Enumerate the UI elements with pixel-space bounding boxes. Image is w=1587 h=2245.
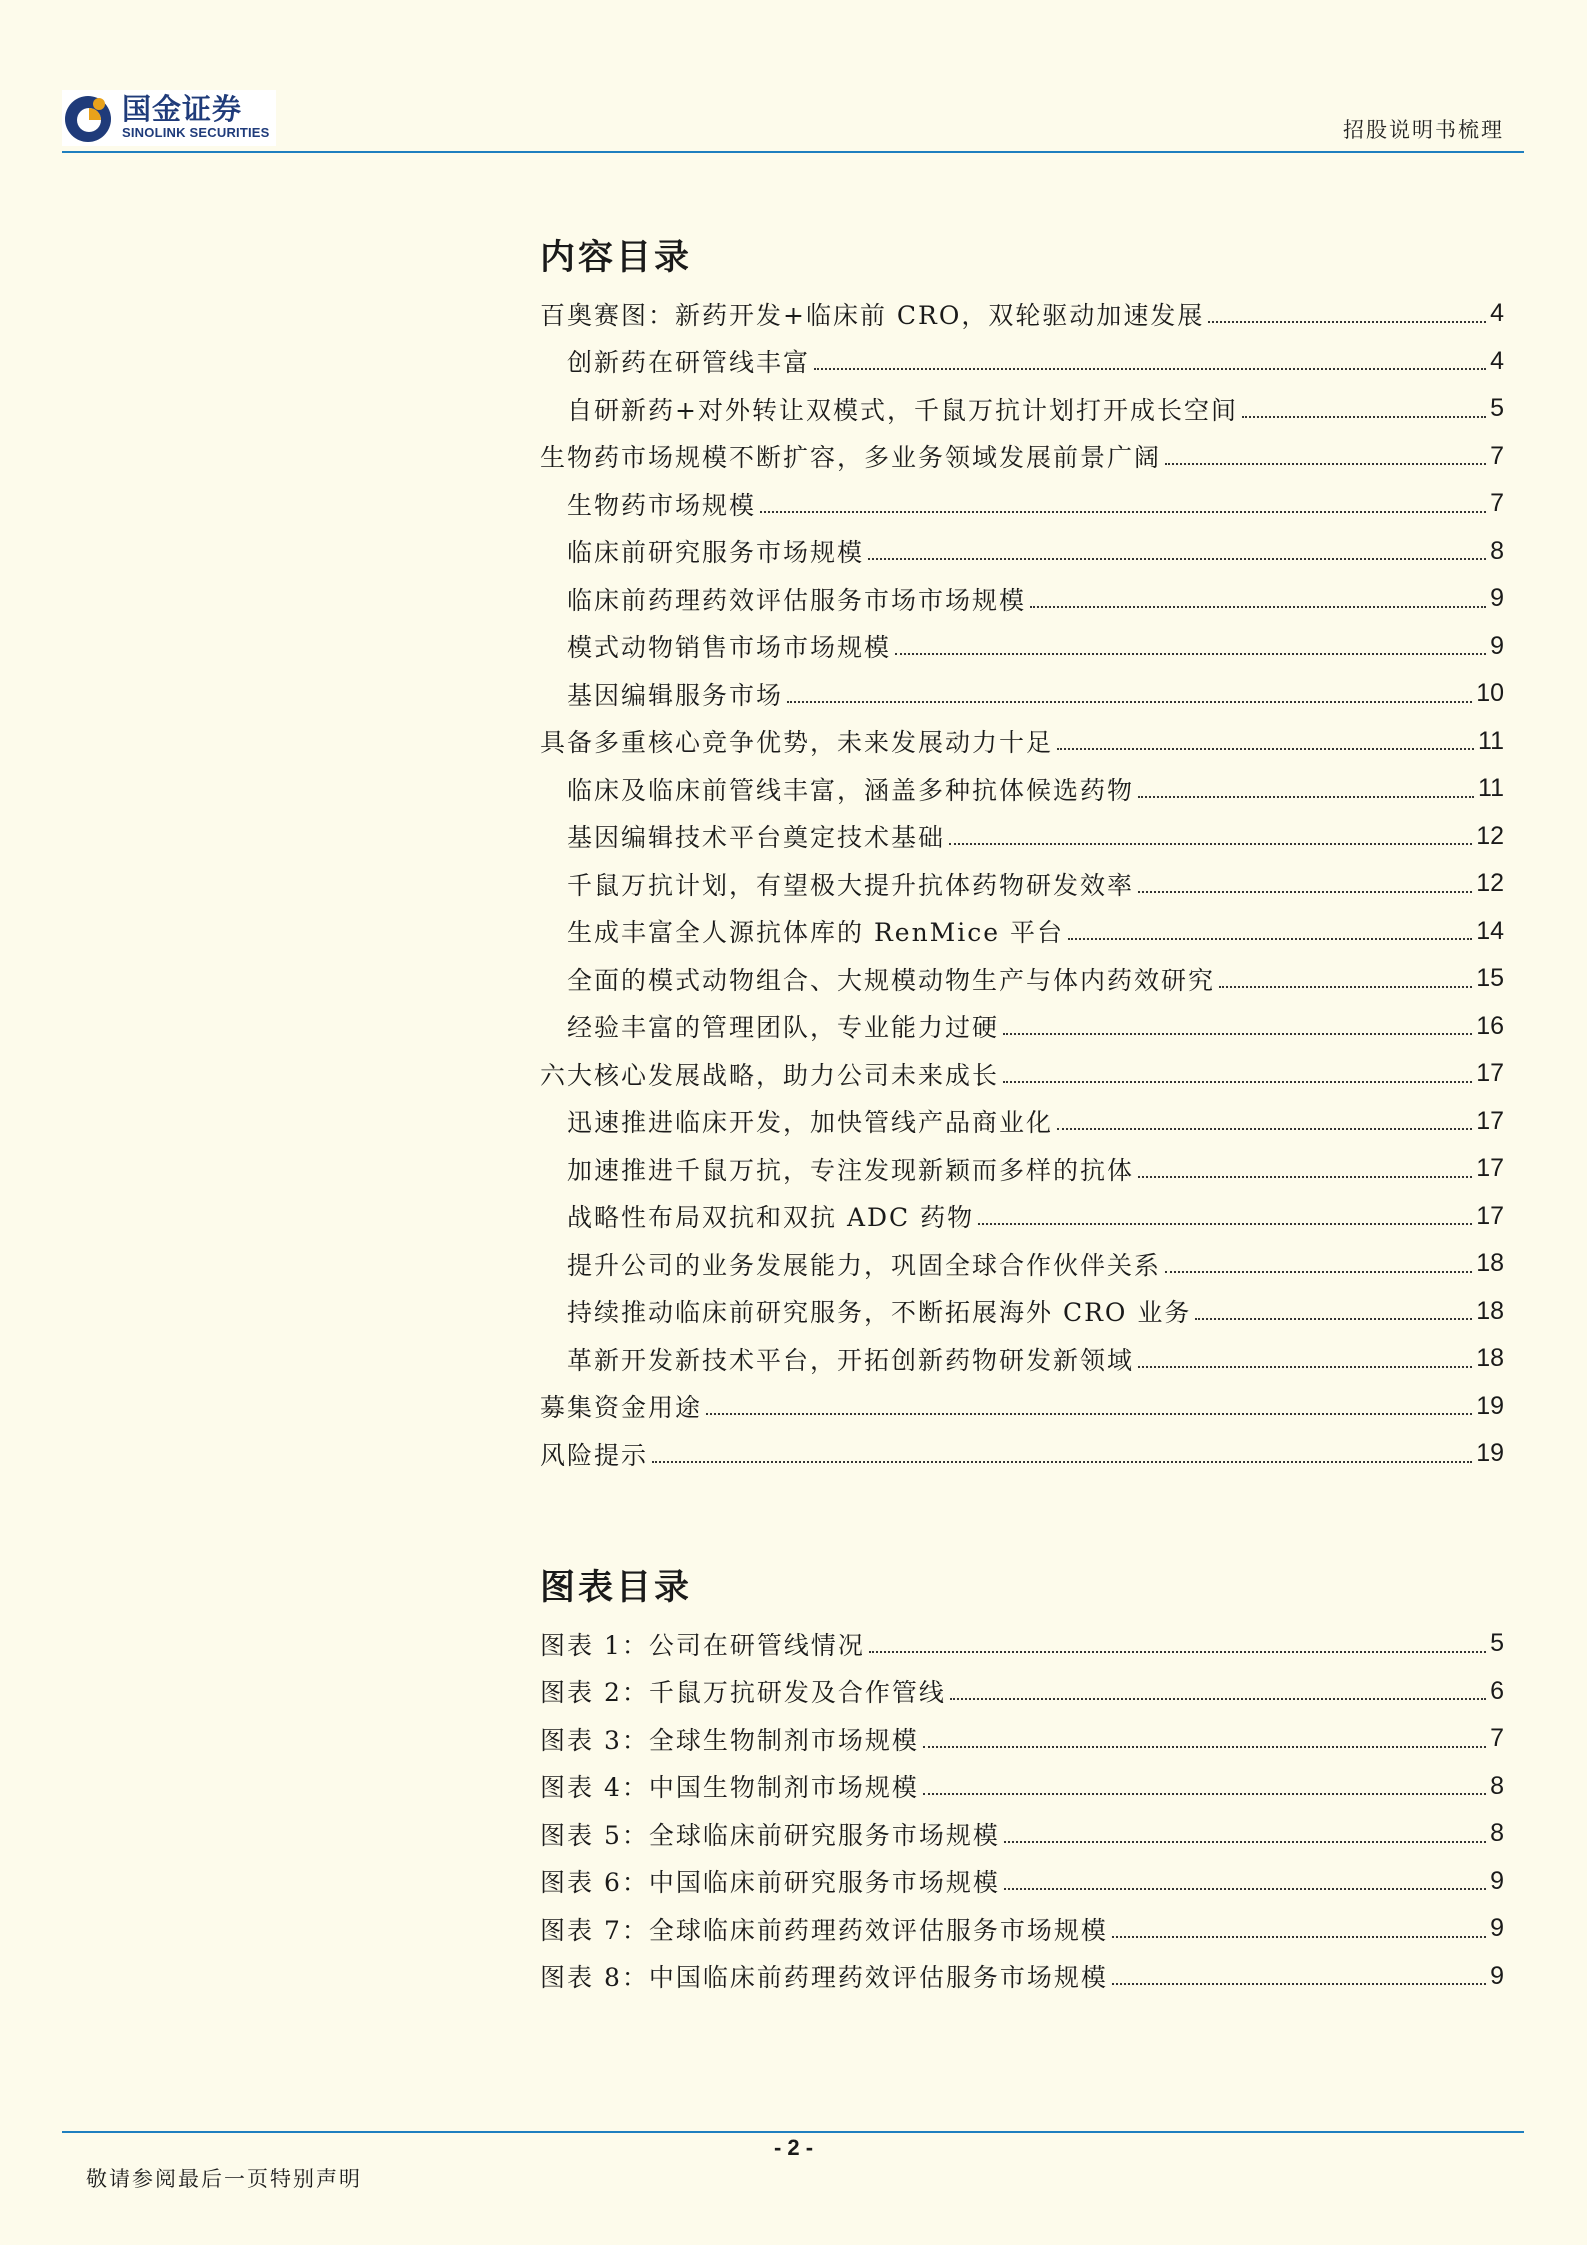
dot-leader xyxy=(787,701,1472,703)
toc-entry-page: 14 xyxy=(1476,916,1504,945)
figure-entry-page: 8 xyxy=(1490,1771,1504,1800)
dot-leader xyxy=(1219,986,1472,988)
figure-entry[interactable] xyxy=(540,1858,1504,1906)
toc-entry-title: 募集资金用途 xyxy=(540,1393,703,1423)
toc-entry-title: 革新开发新技术平台，开拓创新药物研发新领域 xyxy=(567,1345,1135,1375)
toc-entry-page: 11 xyxy=(1478,726,1504,755)
figure-entry[interactable] xyxy=(540,1715,1504,1763)
page-number: - 2 - xyxy=(773,2135,814,2160)
toc-entry-page: 9 xyxy=(1490,584,1504,613)
toc-entry[interactable] xyxy=(540,1335,1504,1383)
toc-entry[interactable] xyxy=(540,1003,1504,1051)
figure-entry-page: 7 xyxy=(1490,1724,1504,1753)
toc-entry-page: 18 xyxy=(1476,1249,1504,1278)
toc-entry-title: 模式动物销售市场市场规模 xyxy=(567,633,892,663)
figure-entry[interactable] xyxy=(540,1953,1504,2001)
dot-leader xyxy=(1138,1176,1472,1178)
figure-entry-page: 8 xyxy=(1490,1819,1504,1848)
figure-entry[interactable] xyxy=(540,1810,1504,1858)
toc-entry-page: 17 xyxy=(1476,1154,1504,1183)
toc-entry-title: 迅速推进临床开发，加快管线产品商业化 xyxy=(567,1108,1054,1138)
toc-entry-title: 自研新药+对外转让双模式，千鼠万抗计划打开成长空间 xyxy=(567,395,1238,425)
dot-leader xyxy=(760,511,1486,513)
figure-entry[interactable] xyxy=(540,1905,1504,1953)
toc-entry-page: 12 xyxy=(1476,821,1504,850)
toc-entry[interactable] xyxy=(540,1050,1504,1098)
dot-leader xyxy=(949,843,1472,845)
figure-entry-title: 图表 3：全球生物制剂市场规模 xyxy=(540,1725,919,1755)
toc-title: 内容目录 xyxy=(540,237,693,278)
dot-leader xyxy=(1057,1128,1472,1130)
dot-leader xyxy=(652,1461,1472,1463)
toc-entry-title: 生成丰富全人源抗体库的 RenMice 平台 xyxy=(567,918,1065,948)
figure-entry[interactable] xyxy=(540,1620,1504,1668)
dot-leader xyxy=(1068,938,1472,940)
toc-entry-page: 11 xyxy=(1478,774,1504,803)
toc-entry-page: 19 xyxy=(1476,1391,1504,1420)
dot-leader xyxy=(1030,606,1486,608)
toc-entry-title: 全面的模式动物组合、大规模动物生产与体内药效研究 xyxy=(567,965,1216,995)
toc-entry[interactable] xyxy=(540,1193,1504,1241)
dot-leader xyxy=(706,1413,1472,1415)
toc-entry-title: 基因编辑技术平台奠定技术基础 xyxy=(567,823,946,853)
dot-leader xyxy=(923,1793,1486,1795)
toc-entry-page: 9 xyxy=(1490,631,1504,660)
toc-entry-title: 生物药市场规模 xyxy=(567,490,757,520)
dot-leader xyxy=(1208,321,1486,323)
toc-entry[interactable] xyxy=(540,908,1504,956)
toc-entry[interactable] xyxy=(540,860,1504,908)
toc-entry-title: 临床前研究服务市场规模 xyxy=(567,538,865,568)
logo-name-en: SINOLINK SECURITIES xyxy=(122,125,270,140)
toc-entry[interactable] xyxy=(540,765,1504,813)
toc-entry-page: 7 xyxy=(1490,489,1504,518)
dot-leader xyxy=(1165,463,1486,465)
logo-name-cn: 国金证券 xyxy=(122,94,243,126)
toc-entry-page: 12 xyxy=(1476,869,1504,898)
toc-entry-page: 4 xyxy=(1490,346,1504,375)
figure-list-title: 图表目录 xyxy=(540,1567,693,1608)
toc-entry-title: 生物药市场规模不断扩容，多业务领域发展前景广阔 xyxy=(540,443,1162,473)
main-content xyxy=(540,228,1504,1993)
toc-entry[interactable] xyxy=(540,813,1504,861)
toc-entry-page: 7 xyxy=(1490,441,1504,470)
dot-leader xyxy=(923,1746,1486,1748)
toc-entry-page: 5 xyxy=(1490,394,1504,423)
toc-entry-title: 风险提示 xyxy=(540,1440,649,1470)
toc-entry-page: 19 xyxy=(1476,1439,1504,1468)
toc-entry[interactable] xyxy=(540,575,1504,623)
toc-entry[interactable] xyxy=(540,1098,1504,1146)
toc-entry[interactable] xyxy=(540,433,1504,481)
toc-entry-title: 加速推进千鼠万抗，专注发现新颖而多样的抗体 xyxy=(567,1155,1135,1185)
toc-entry[interactable] xyxy=(540,290,1504,338)
footer-divider xyxy=(62,2131,1524,2133)
dot-leader xyxy=(1242,416,1486,418)
toc-entry-title: 六大核心发展战略，助力公司未来成长 xyxy=(540,1060,1000,1090)
document-type: 招股说明书梳理 xyxy=(1343,118,1504,142)
toc-entry-page: 16 xyxy=(1476,1011,1504,1040)
toc-entry-page: 18 xyxy=(1476,1344,1504,1373)
toc-entry-page: 4 xyxy=(1490,299,1504,328)
toc-entry-title: 战略性布局双抗和双抗 ADC 药物 xyxy=(567,1203,975,1233)
toc-entry-page: 8 xyxy=(1490,536,1504,565)
figure-entry-title: 图表 4：中国生物制剂市场规模 xyxy=(540,1773,919,1803)
toc-entry[interactable] xyxy=(540,1240,1504,1288)
figure-entry-page: 5 xyxy=(1490,1629,1504,1658)
company-logo xyxy=(62,90,276,146)
dot-leader xyxy=(1112,1983,1486,1985)
dot-leader xyxy=(1138,1366,1472,1368)
toc-entry-title: 创新药在研管线丰富 xyxy=(567,348,811,378)
toc-entry-title: 千鼠万抗计划，有望极大提升抗体药物研发效率 xyxy=(567,870,1135,900)
toc-entry[interactable] xyxy=(540,480,1504,528)
dot-leader xyxy=(978,1223,1472,1225)
figure-entry-page: 6 xyxy=(1490,1676,1504,1705)
toc-entry-title: 临床前药理药效评估服务市场市场规模 xyxy=(567,585,1027,615)
dot-leader xyxy=(895,653,1486,655)
toc-entry-page: 17 xyxy=(1476,1201,1504,1230)
toc-entry[interactable] xyxy=(540,955,1504,1003)
figure-entry-page: 9 xyxy=(1490,1866,1504,1895)
dot-leader xyxy=(869,1651,1486,1653)
figure-entry-page: 9 xyxy=(1490,1961,1504,1990)
toc-entry[interactable] xyxy=(540,718,1504,766)
figure-entry[interactable] xyxy=(540,1763,1504,1811)
figure-list-section xyxy=(540,1558,1504,2000)
dot-leader xyxy=(1138,891,1472,893)
dot-leader xyxy=(1165,1271,1472,1273)
toc-entry-title: 持续推动临床前研究服务，不断拓展海外 CRO 业务 xyxy=(567,1298,1192,1328)
toc-entry[interactable] xyxy=(540,623,1504,671)
figure-entry-title: 图表 2：千鼠万抗研发及合作管线 xyxy=(540,1678,946,1708)
sinolink-logo-icon xyxy=(62,92,114,144)
toc-entry[interactable] xyxy=(540,528,1504,576)
dot-leader xyxy=(1138,796,1474,798)
toc-entry[interactable] xyxy=(540,670,1504,718)
dot-leader xyxy=(1003,1081,1472,1083)
toc-entry-title: 具备多重核心竞争优势，未来发展动力十足 xyxy=(540,728,1054,758)
footer-disclaimer: 敬请参阅最后一页特别声明 xyxy=(86,2167,362,2191)
dot-leader xyxy=(1004,1841,1486,1843)
dot-leader xyxy=(868,558,1486,560)
header-divider xyxy=(62,151,1524,153)
figure-entry-title: 图表 5：全球临床前研究服务市场规模 xyxy=(540,1820,1000,1850)
toc-entry[interactable] xyxy=(540,1430,1504,1478)
figure-list xyxy=(540,1620,1504,2000)
toc-entry[interactable] xyxy=(540,1145,1504,1193)
dot-leader xyxy=(1112,1936,1486,1938)
dot-leader xyxy=(1195,1318,1472,1320)
toc-list xyxy=(540,290,1504,1478)
dot-leader xyxy=(1004,1888,1486,1890)
page-header xyxy=(62,90,1524,154)
toc-entry-page: 17 xyxy=(1476,1106,1504,1135)
dot-leader xyxy=(1003,1033,1472,1035)
toc-entry-title: 百奥赛图：新药开发+临床前 CRO，双轮驱动加速发展 xyxy=(540,300,1205,330)
toc-entry-title: 临床及临床前管线丰富，涵盖多种抗体候选药物 xyxy=(567,775,1135,805)
figure-entry-page: 9 xyxy=(1490,1914,1504,1943)
figure-entry-title: 图表 8：中国临床前药理药效评估服务市场规模 xyxy=(540,1963,1108,1993)
toc-entry-title: 提升公司的业务发展能力，巩固全球合作伙伴关系 xyxy=(567,1250,1162,1280)
toc-entry[interactable] xyxy=(540,1288,1504,1336)
toc-entry-page: 15 xyxy=(1476,964,1504,993)
dot-leader xyxy=(950,1698,1486,1700)
figure-entry-title: 图表 7：全球临床前药理药效评估服务市场规模 xyxy=(540,1915,1108,1945)
figure-entry-title: 图表 6：中国临床前研究服务市场规模 xyxy=(540,1868,1000,1898)
toc-entry-title: 经验丰富的管理团队，专业能力过硬 xyxy=(567,1013,1000,1043)
figure-entry[interactable] xyxy=(540,1668,1504,1716)
toc-entry[interactable] xyxy=(540,1383,1504,1431)
toc-entry-page: 10 xyxy=(1476,679,1504,708)
figure-entry-title: 图表 1：公司在研管线情况 xyxy=(540,1630,865,1660)
toc-entry-page: 18 xyxy=(1476,1296,1504,1325)
dot-leader xyxy=(814,368,1486,370)
dot-leader xyxy=(1057,748,1474,750)
toc-entry-title: 基因编辑服务市场 xyxy=(567,680,784,710)
toc-entry[interactable] xyxy=(540,338,1504,386)
toc-entry[interactable] xyxy=(540,385,1504,433)
toc-entry-page: 17 xyxy=(1476,1059,1504,1088)
